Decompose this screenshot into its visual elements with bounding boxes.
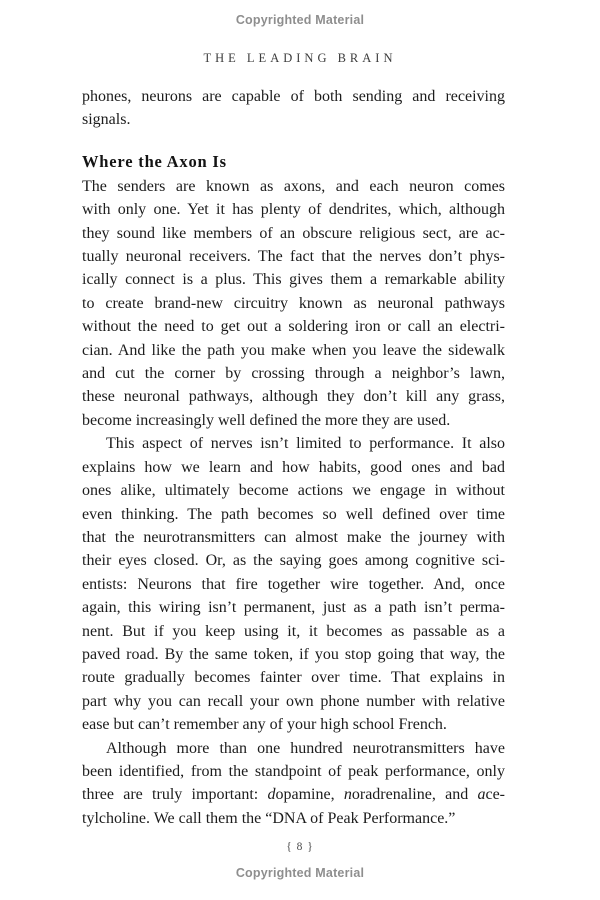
body-text [82,85,505,830]
text-line: This aspect of nerves isn’t limited to performance. It also [106,435,505,453]
text-line: and cut the corner by crossing through a neighbor’s lawn, [82,365,505,383]
text-line: explains how we learn and how habits, good ones and bad [82,458,505,476]
text-line: phones, neurons are capable of both sending and receiving [82,88,505,105]
text-line: ones alike, ultimately become actions we engage in without [82,482,505,500]
text-line: part why you can recall your own phone number with relative [82,692,505,710]
text-line: tylcholine. We call them the “DNA of Peak Performance.” [82,809,456,827]
text-line: Although more than one hundred neurotransmitters have [106,739,505,757]
italic-text: n [343,786,352,804]
text-line: these neuronal pathways, although they don’t kill any grass, [82,388,505,406]
text-line: become increasingly well defined the more they are used. [82,411,451,429]
text-line: to create brand-new circuitry known as neuronal pathways [82,294,505,312]
text-line: three are truly important: dopamine, noradrenaline, and ace- [82,786,505,804]
text-line: tually neuronal receivers. The fact that the nerves don’t phys- [82,248,505,266]
page-number: { 8 } [286,841,314,853]
text-line: without the need to get out a soldering iron or call an electri- [82,318,505,336]
text-line: ease but can’t remember any of your high school French. [82,716,447,734]
italic-text: d [267,786,276,804]
text-line: ically connect is a plus. This gives them a remarkable ability [82,271,505,289]
text-line: entists: Neurons that fire together wire together. And, once [82,575,505,593]
copyright-notice-bottom: Copyrighted Material [235,866,365,880]
text-line: signals. [82,111,131,129]
running-head: THE LEADING BRAIN [203,51,397,65]
text-line: The senders are known as axons, and each neuron comes [82,177,505,195]
copyright-notice-top: Copyrighted Material [235,13,365,27]
text-line: even thinking. The path becomes so well defined over time [82,505,505,523]
text-line: route gradually becomes fainter over time. That explains in [82,669,505,687]
text-line: with only one. Yet it has plenty of dendrites, which, although [82,201,505,219]
text-line: again, this wiring isn’t permanent, just as a path isn’t perma- [82,599,505,617]
text-line: their eyes closed. Or, as the saying goes among cognitive sci- [82,552,505,570]
text-line: been identified, from the standpoint of peak performance, only [82,762,505,780]
text-line: nent. But if you keep using it, it becomes as passable as a [82,622,505,640]
text-line: cian. And like the path you make when you leave the sidewalk [82,341,505,359]
text-line: they sound like members of an obscure religious sect, are ac- [82,224,505,242]
text-line: that the neurotransmitters can almost make the journey with [82,528,505,546]
section-heading: Where the Axon Is [82,151,227,171]
italic-text: a [477,786,486,804]
text-line: paved road. By the same token, if you stop going that way, the [82,645,505,663]
